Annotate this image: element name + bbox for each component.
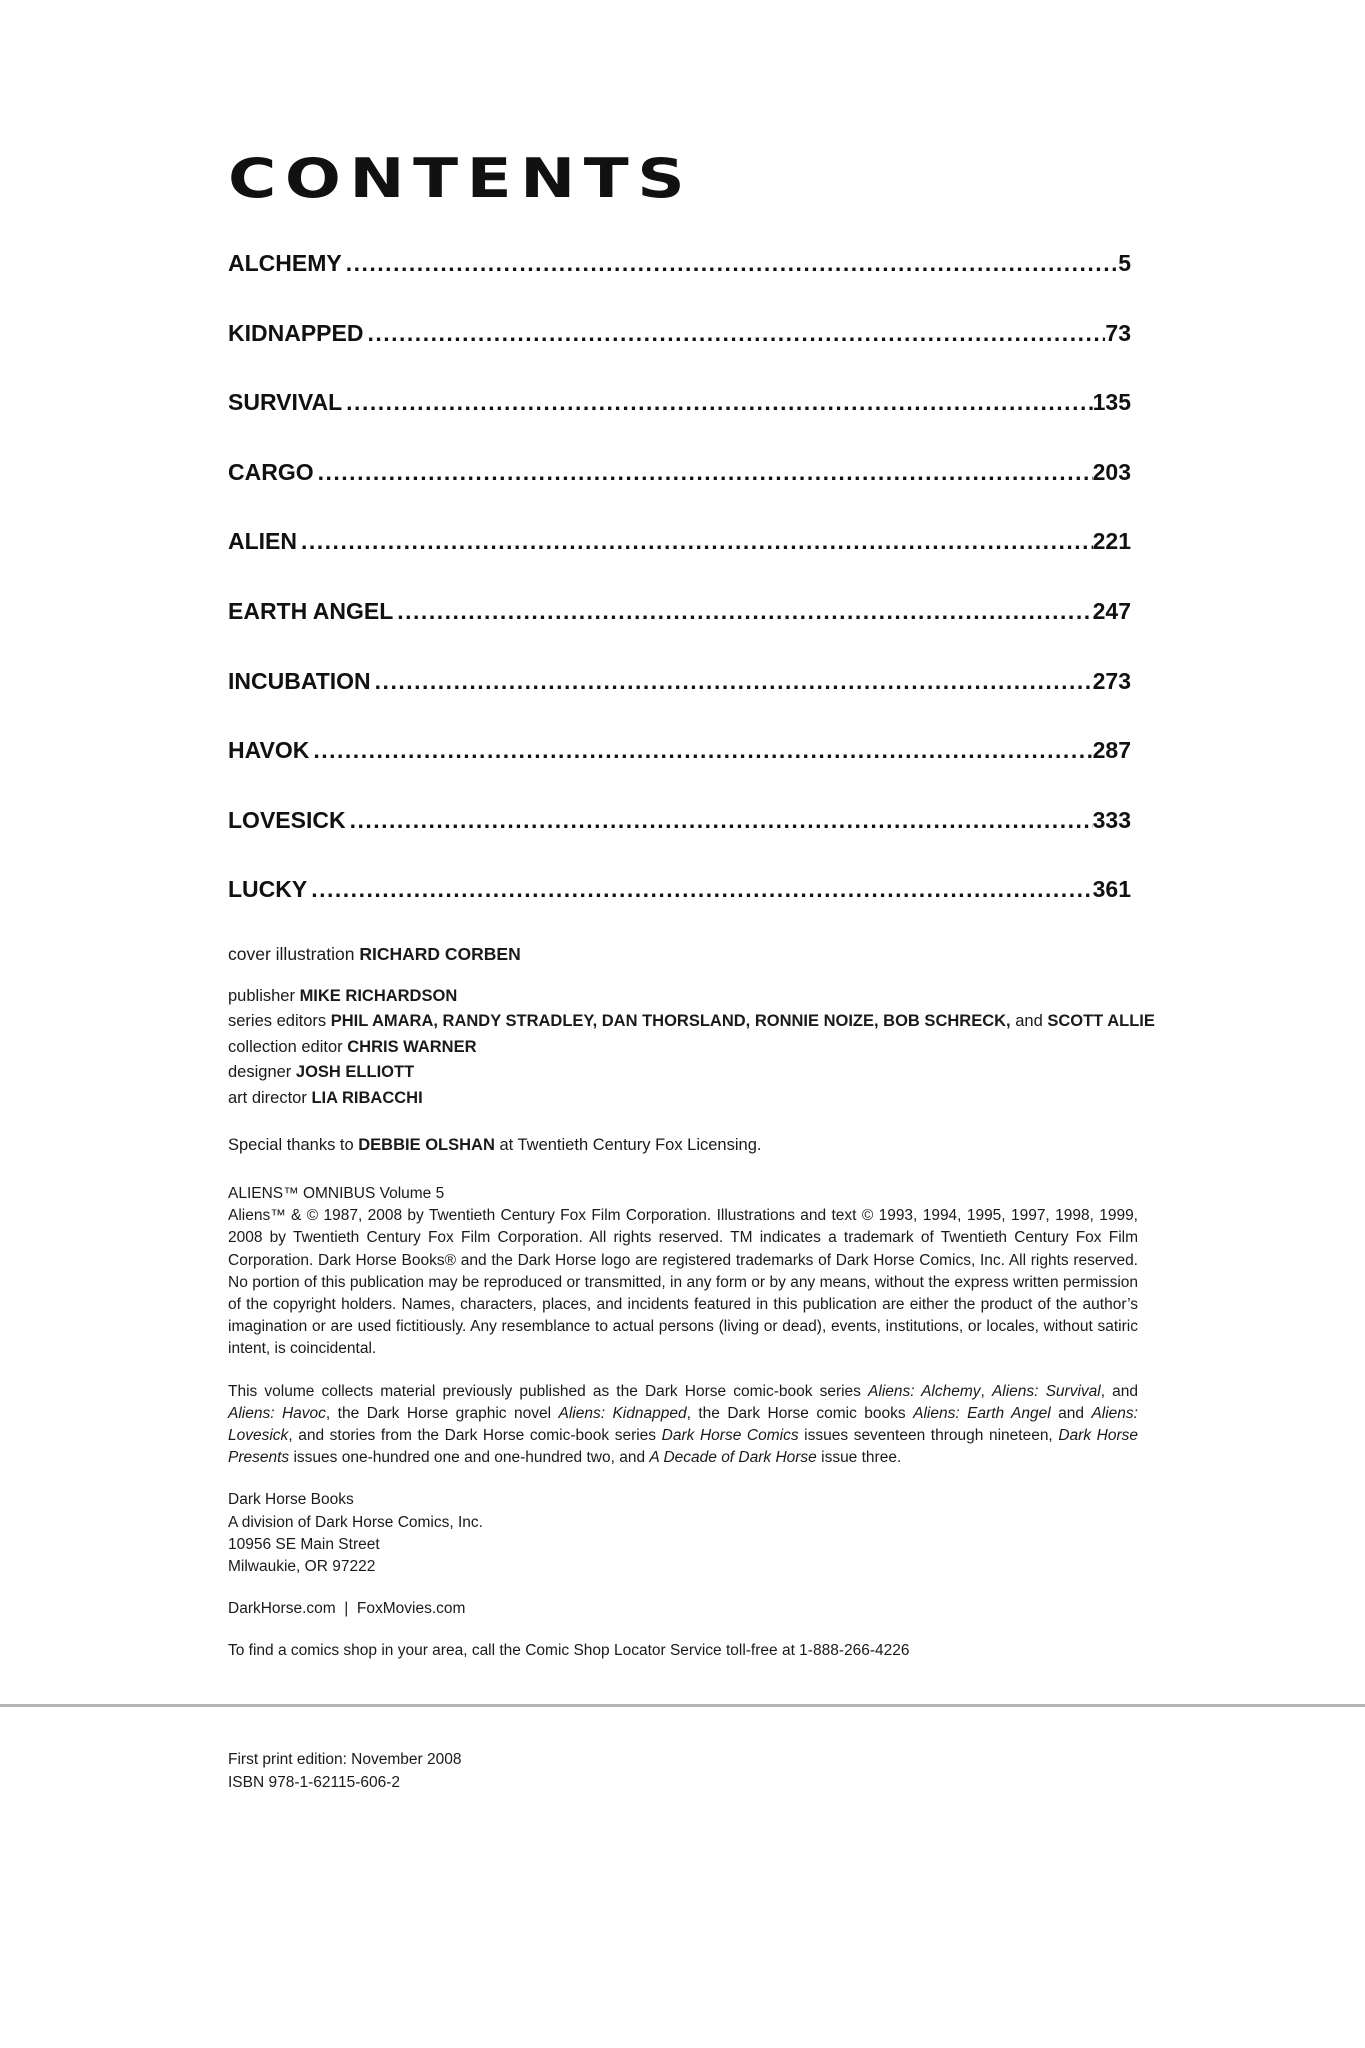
toc-dot-leader: [371, 668, 1093, 695]
credit-name: SCOTT ALLIE: [1047, 1012, 1155, 1030]
address-line: A division of Dark Horse Comics, Inc.: [228, 1513, 483, 1531]
collects-title: Dark Horse Comics: [661, 1427, 799, 1445]
toc-entry-page: 221: [1092, 528, 1131, 555]
collection-editor-credit: [228, 1035, 1138, 1061]
collects-title: Aliens: Lovesick: [228, 1404, 1138, 1445]
collects-text: , and stories from the Dark Horse comic-book series: [288, 1427, 662, 1445]
address-line: 10956 SE Main Street: [228, 1535, 380, 1553]
toc-entry-title: ALIEN: [228, 528, 297, 555]
toc-entry-kidnapped: [228, 320, 1131, 390]
divider: [0, 1704, 1365, 1707]
credit-name: CHRIS WARNER: [347, 1037, 477, 1056]
toc-dot-leader: [297, 528, 1093, 555]
designer-credit: [228, 1060, 1138, 1086]
toc-entry-earth-angel: [228, 598, 1131, 668]
toc-entry-page: 247: [1092, 597, 1131, 624]
toc-entry-page: 73: [1105, 319, 1131, 346]
toc-dot-leader: [342, 250, 1118, 277]
toc-entry-page: 203: [1092, 458, 1131, 485]
toc-dot-leader: [309, 737, 1092, 764]
edition-line: First print edition: November 2008: [228, 1751, 462, 1768]
art-director-credit: [228, 1086, 1138, 1112]
collects-text: ,: [980, 1382, 992, 1400]
collects-title: A Decade of Dark Horse: [649, 1449, 817, 1467]
credit-label: designer: [228, 1063, 292, 1081]
collects-text: issues one-hundred one and one-hundred two, and: [289, 1449, 650, 1467]
collects-text: and: [1050, 1404, 1092, 1422]
toc-entry-page: 333: [1092, 806, 1131, 833]
thanks-suffix: at Twentieth Century Fox Licensing.: [499, 1136, 762, 1154]
credit-label: collection editor: [228, 1037, 343, 1056]
toc-entry-title: LOVESICK: [228, 806, 346, 833]
toc-entry-title: HAVOK: [228, 737, 310, 764]
thanks-prefix: Special thanks to: [228, 1136, 354, 1154]
toc-entry-page: 135: [1092, 389, 1131, 416]
toc-entry-title: KIDNAPPED: [228, 319, 364, 346]
address-line: Milwaukie, OR 97222: [228, 1558, 376, 1576]
toc-entry-title: EARTH ANGEL: [228, 597, 394, 624]
toc-entry-lucky: [228, 876, 1131, 946]
collects-text: issues seventeen through nineteen,: [798, 1427, 1059, 1445]
footer: [228, 1748, 461, 1794]
collects-title: Aliens: Alchemy: [868, 1382, 981, 1400]
collects-text: issue three.: [816, 1449, 902, 1467]
credit-label: cover illustration: [228, 944, 355, 964]
address-line: Dark Horse Books: [228, 1491, 354, 1509]
collects-title: Aliens: Survival: [991, 1382, 1101, 1400]
toc-entry-title: ALCHEMY: [228, 250, 342, 276]
legal-block: [228, 1183, 1138, 1663]
toc-entry-page: 287: [1092, 737, 1131, 764]
toc-entry-havok: [228, 737, 1131, 807]
collects-text: , the Dark Horse graphic novel: [325, 1404, 559, 1422]
toc-entry-page: 273: [1092, 667, 1131, 694]
cover-credit: [228, 942, 1138, 968]
toc-entry-alchemy: [228, 250, 1131, 320]
toc-entry-title: LUCKY: [228, 876, 308, 903]
toc-entry-survival: [228, 389, 1131, 459]
credit-conjunction: and: [1015, 1012, 1043, 1030]
websites: DarkHorse.com | FoxMovies.com: [228, 1600, 466, 1618]
isbn-line: ISBN 978-1-62115-606-2: [228, 1774, 401, 1791]
special-thanks: [228, 1133, 1138, 1159]
series-editors-credit: [228, 1009, 1155, 1035]
collects-title: Aliens: Kidnapped: [558, 1404, 687, 1422]
toc-entry-title: SURVIVAL: [228, 389, 343, 416]
publisher-address: [228, 1489, 1138, 1578]
publisher-credit: [228, 984, 1138, 1010]
collects-text: , and: [1100, 1382, 1138, 1400]
toc-entry-page: 5: [1118, 250, 1131, 276]
collects-title: Aliens: Earth Angel: [913, 1404, 1051, 1422]
toc-entry-alien: [228, 528, 1131, 598]
credit-name: LIA RIBACCHI: [311, 1088, 423, 1107]
collects-title: Dark Horse Presents: [228, 1427, 1139, 1467]
page-title: CONTENTS: [228, 147, 694, 210]
toc-entry-page: 361: [1092, 876, 1131, 903]
credit-label: series editors: [228, 1012, 327, 1030]
credit-label: publisher: [228, 986, 295, 1005]
toc-dot-leader: [342, 389, 1092, 416]
toc-dot-leader: [363, 320, 1105, 347]
toc-entry-title: CARGO: [228, 458, 314, 485]
table-of-contents: [228, 250, 1131, 946]
credit-name: PHIL AMARA, RANDY STRADLEY, DAN THORSLAND, RONNIE NOIZE, BOB SCHRECK,: [330, 1012, 1011, 1030]
toc-entry-lovesick: [228, 807, 1131, 877]
toc-entry-incubation: [228, 668, 1131, 738]
volume-title: ALIENS™ OMNIBUS Volume 5: [228, 1185, 445, 1202]
collects-text: This volume collects material previously published as the Dark Horse comic-book series: [228, 1382, 869, 1400]
collects-title: Aliens: Havoc: [228, 1404, 326, 1422]
collects-notice: [228, 1381, 1138, 1470]
toc-dot-leader: [346, 807, 1093, 834]
credit-label: art director: [228, 1088, 307, 1107]
credit-name: RICHARD CORBEN: [359, 944, 521, 964]
credits-block: [228, 942, 1155, 1159]
toc-dot-leader: [393, 598, 1092, 625]
toc-dot-leader: [307, 876, 1092, 903]
toc-entry-cargo: [228, 459, 1131, 529]
copyright-notice: Aliens™ & © 1987, 2008 by Twentieth Century Fox Film Corporation. Illustrations and text © 1993, 1994, 1995, 1997, 1998, 1999, 2008 by Twentieth Century Fox Film Corporation. All rights reserved. TM indicates a trademark of Twentieth Century Fox Film Corporation. Dark Horse Books® and the Dark Horse logo are registered trademarks of Dark Horse Comics, Inc. All rights reserved. No portion of this publication may be reproduced or transmitted, in any form or by any means, without the express written permission of the copyright holders. Names, characters, places, and incidents featured in this publication are either the product of the author’s imagination or are used fictitiously. Any resemblance to actual persons (living or dead), events, institutions, or locales, without satiric intent, is coincidental.: [228, 1207, 1138, 1358]
toc-dot-leader: [314, 459, 1093, 486]
thanks-name: DEBBIE OLSHAN: [358, 1136, 495, 1154]
toc-entry-title: INCUBATION: [228, 667, 371, 694]
credit-name: MIKE RICHARDSON: [299, 986, 458, 1005]
collects-text: , the Dark Horse comic books: [686, 1404, 914, 1422]
credit-name: JOSH ELLIOTT: [295, 1063, 415, 1081]
shop-locator: To find a comics shop in your area, call the Comic Shop Locator Service toll-free at 1-888-266-4226: [228, 1642, 910, 1660]
